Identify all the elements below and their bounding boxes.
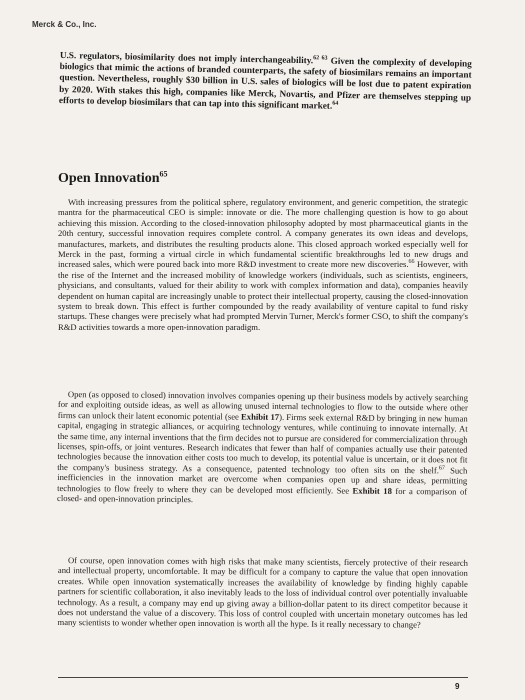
section-title-text: Open Innovation [58,171,160,186]
paragraph-text: Open (as opposed to closed) innovation involves companies opening up their business models by actively searching for and exploiting outside ideas, as well as allowing unused internal technologies to flow to the outside where other firms can unlock their latent economic potential (see [57,389,468,422]
footnote-ref: 64 [332,100,339,107]
body-paragraph-1 [58,197,468,332]
footnote-ref: 65 [159,169,168,179]
paragraph-text: With increasing pressures from the political sphere, regulatory environment, and generic competition, the strategic mantra for the pharmaceutical CEO is simple: innovate or die. The more challenging question is how to go about achieving this mission. According to the closed-innovation philosophy adopted by most pharmaceutical giants in the 20th century, successful innovation requires complete control. A company generates its own ideas and develops, manufactures, markets, and distributes the resulting products alone. This closed approach worked especially well for Merck in the past, forming a virtual circle in which fundamental scientific breakthroughs led to new drugs and increased sales, which were poured back into more R&D investment to create more new discoveries. [58,197,468,270]
footnote-ref: 62 63 [313,55,328,62]
intro-text: U.S. regulators, biosimilarity does not imply interchangeability. [59,50,314,66]
paragraph-text: However, with the rise of the Internet and the increased mobility of knowledge workers (individuals, such as scientists, engineers, physicians, and consultants, valued for their ability to work with complex information and data), companies heavily dependent on human capital are increasingly unable to protect their intellectual property, causing the closed-innovation system to break down. This effect is further compounded by the ready availability of venture capital to fund risky startups. These changes were precisely what had prompted Mervin Turner, Merck's former CSO, to shift the company's R&D activities towards a more open-innovation paradigm. [58,259,468,332]
page-number: 9 [455,682,460,691]
body-paragraph-3: Of course, open innovation comes with high risks that make many scientists, fiercely protective of their research and intellectual property, uncomfortable. It may be difficult for a company to capture the value that open innovation creates. While open innovation systematically increases the availability of knowledge by finding highly capable partners for scientific collaboration, it also inevitably leads to the loss of individual control over potentially invaluable technology. As a result, a company may end up giving away a billion-dollar patent to its direct competitor because it does not understand the value of a discovery. This loss of control coupled with uncertain monetary outcomes has led many scientists to wonder whether open innovation is worth all the hype. Is it really necessary to change? [57,555,468,630]
exhibit-reference: Exhibit 18 [352,485,392,496]
paragraph-text: for a comparison of closed- and open-innovation principles. [57,485,468,505]
paragraph-text: Such inefficiencies in the innovation market are overcome when companies open up and share ideas, permitting technologies to flow freely to where they can be developed most efficiently. See [57,465,468,496]
footnote-ref: 66 [408,259,415,266]
footnote-ref: 67 [438,465,445,472]
body-paragraph-2 [57,389,468,507]
exhibit-reference: Exhibit 17 [241,411,280,422]
intro-text-2: Given the complexity of developing biologics that mimic the actions of branded counterparts, the safety of biosimilars remains an important question. Nevertheless, roughly $30 billion in U.S. sales of biologics will be lost due to patent expiration by 2020. With stakes this high, companies like Merck, Novartis, and Pfizer are themselves stepping up efforts to develop biosimilars that can tap into this significant market. [58,55,472,111]
paragraph-text: ). Firms seek external R&D by bringing in new human capital, engaging in strategic alliances, or acquiring technology ventures, while continuing to innovate internally. At the same time, any internal inventions that the firm decides not to pursue are considered for commercialization through licenses, spin-offs, or joint ventures. Research indicates that fewer than half of companies actually use their patented technologies because the innovation either costs too much to develop, its potential value is uncertain, or it does not fit the company's business strategy. As a consequence, patented technology too often sits on the shelf. [57,411,468,476]
running-head: Merck & Co., Inc. [32,20,97,29]
footer-rule [58,677,468,678]
section-heading [58,171,168,187]
intro-paragraph [59,50,472,115]
